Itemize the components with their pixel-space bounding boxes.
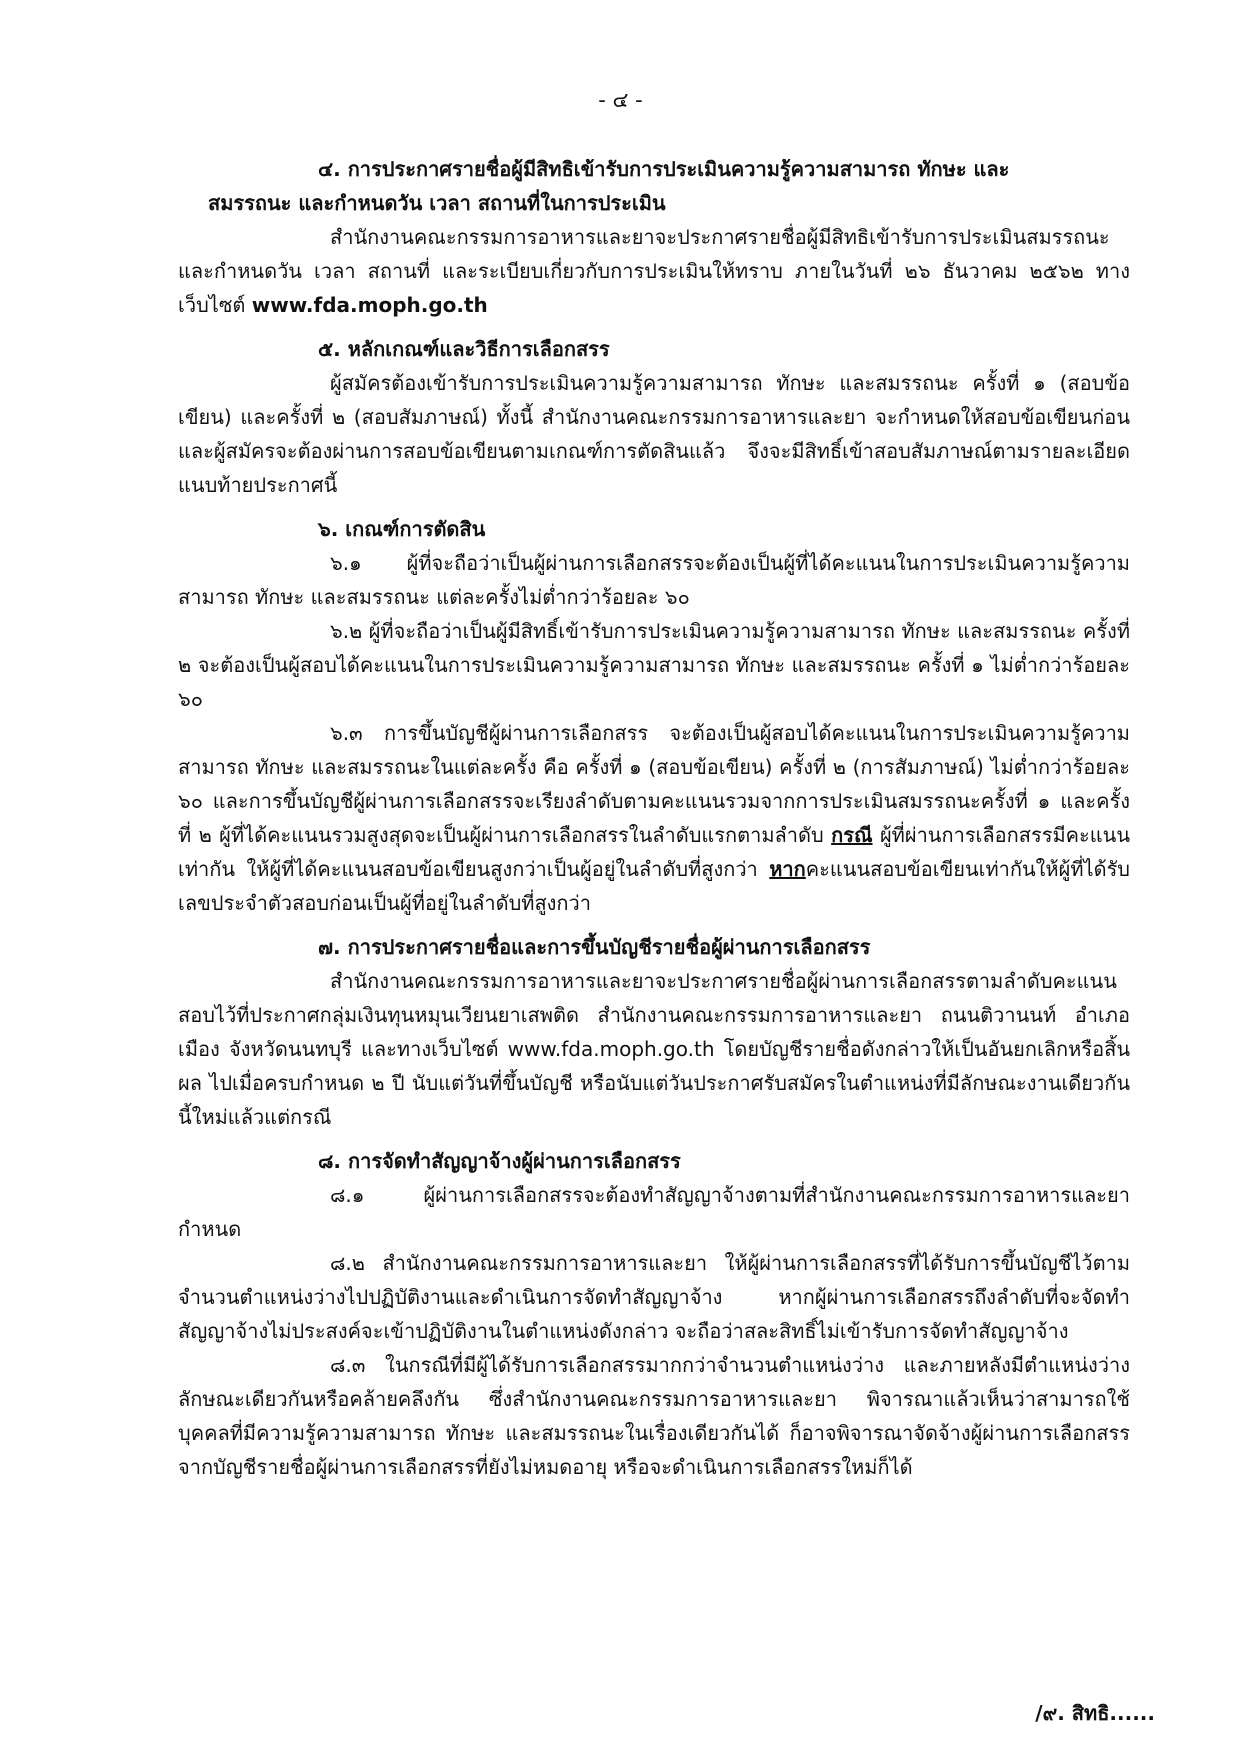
section-7-heading: ๗. การประกาศรายชื่อและการขึ้นบัญชีรายชื่อผู้ผ่านการเลือกสรร: [318, 935, 871, 959]
section-6: [178, 512, 1130, 920]
section-4-paragraph-text: สำนักงานคณะกรรมการอาหารและยาจะประกาศรายชื่อผู้มีสิทธิเข้ารับการประเมินสมรรถนะ และกำหนดวัน เวลา สถานที่ และระเบียบเกี่ยวกับการประเมินให้ทราบ ภายในวันที่ ๒๖ ธันวาคม ๒๕๖๒ ทางเว็บไซต์: [178, 225, 1130, 317]
section-5-paragraph: ผู้สมัครต้องเข้ารับการประเมินความรู้ความสามารถ ทักษะ และสมรรถนะ ครั้งที่ ๑ (สอบข้อเขียน) และครั้งที่ ๒ (สอบสัมภาษณ์) ทั้งนี้ สำนักงานคณะกรรมการอาหารและยา จะกำหนดให้สอบข้อเขียนก่อน และผู้สมัครจะต้องผ่านการสอบข้อเขียนตามเกณฑ์การตัดสินแล้ว จึงจะมีสิทธิ์เข้าสอบสัมภาษณ์ตามรายละเอียดแนบท้ายประกาศนี้: [178, 371, 1130, 497]
section-6-2-paragraph: ๖.๒ ผู้ที่จะถือว่าเป็นผู้มีสิทธิ์เข้ารับการประเมินความรู้ความสามารถ ทักษะ และสมรรถนะ ครั้งที่ ๒ จะต้องเป็นผู้สอบได้คะแนนในการประเมินความรู้ความสามารถ ทักษะ และสมรรถนะ ครั้งที่ ๑ ไม่ต่ำกว่าร้อยละ ๖๐: [178, 619, 1130, 711]
section-4-heading-line1: ๔. การประกาศรายชื่อผู้มีสิทธิเข้ารับการประเมินความรู้ความสามารถ ทักษะ และ: [318, 157, 1010, 181]
section-5: [178, 332, 1130, 502]
section-4-heading-line2: สมรรถนะ และกำหนดวัน เวลา สถานที่ในการประเมิน: [208, 191, 666, 215]
section-8-2-paragraph: ๘.๒ สำนักงานคณะกรรมการอาหารและยา ให้ผู้ผ่านการเลือกสรรที่ได้รับการขึ้นบัญชีไว้ตามจำนวนตำแหน่งว่างไปปฏิบัติงานและดำเนินการจัดทำสัญญาจ้าง หากผู้ผ่านการเลือกสรรถึงลำดับที่จะจัดทำสัญญาจ้างไม่ประสงค์จะเข้าปฏิบัติงานในตำแหน่งดังกล่าว จะถือว่าสละสิทธิ์ไม่เข้ารับการจัดทำสัญญาจ้าง: [178, 1251, 1130, 1343]
section-6-heading: ๖. เกณฑ์การตัดสิน: [318, 517, 486, 541]
page-number: - ๔ -: [598, 88, 643, 112]
section-7-paragraph: สำนักงานคณะกรรมการอาหารและยาจะประกาศรายชื่อผู้ผ่านการเลือกสรรตามลำดับคะแนนสอบไว้ที่ประกาศกลุ่มเงินทุนหมุนเวียนยาเสพติด สำนักงานคณะกรรมการอาหารและยา ถนนติวานนท์ อำเภอเมือง จังหวัดนนทบุรี และทางเว็บไซต์ www.fda.moph.go.th โดยบัญชีรายชื่อดังกล่าวให้เป็นอันยกเลิกหรือสิ้นผล ไปเมื่อครบกำหนด ๒ ปี นับแต่วันที่ขึ้นบัญชี หรือนับแต่วันประกาศรับสมัครในตำแหน่งที่มีลักษณะงานเดียวกันนี้ใหม่แล้วแต่กรณี: [178, 969, 1130, 1129]
document-body: [178, 152, 1130, 1484]
section-8-3-paragraph: ๘.๓ ในกรณีที่มีผู้ได้รับการเลือกสรรมากกว่าจำนวนตำแหน่งว่าง และภายหลังมีตำแหน่งว่างลักษณะเดียวกันหรือคล้ายคลึงกัน ซึ่งสำนักงานคณะกรรมการอาหารและยา พิจารณาแล้วเห็นว่าสามารถใช้บุคคลที่มีความรู้ความสามารถ ทักษะ และสมรรถนะในเรื่องเดียวกันได้ ก็อาจพิจารณาจัดจ้างผู้ผ่านการเลือกสรรจากบัญชีรายชื่อผู้ผ่านการเลือกสรรที่ยังไม่หมดอายุ หรือจะดำเนินการเลือกสรรใหม่ก็ได้: [178, 1353, 1130, 1479]
section-4-paragraph: [178, 220, 1130, 322]
section-6-3-text-c: คะแนนสอบข้อเขียนเท่ากันให้ผู้ที่ได้รับเลขประจำตัวสอบก่อนเป็นผู้ที่อยู่ในลำดับที่สูงกว่า: [178, 857, 1130, 915]
section-7: [178, 930, 1130, 1134]
section-6-3-text-a: ๖.๓ การขึ้นบัญชีผู้ผ่านการเลือกสรร จะต้องเป็นผู้สอบได้คะแนนในการประเมินความรู้ความสามารถ ทักษะ และสมรรถนะในแต่ละครั้ง คือ ครั้งที่ ๑ (สอบข้อเขียน) ครั้งที่ ๒ (การสัมภาษณ์) ไม่ต่ำกว่าร้อยละ ๖๐ และการขึ้นบัญชีผู้ผ่านการเลือกสรรจะเรียงลำดับตามคะแนนรวมจากการประเมินสมรรถนะครั้งที่ ๑ และครั้งที่ ๒ ผู้ที่ได้คะแนนรวมสูงสุดจะเป็นผู้ผ่านการเลือกสรรในลำดับแรกตามลำดับ: [178, 721, 1130, 847]
section-4: [178, 152, 1130, 322]
continued-marker: /๙. สิทธิ......: [1035, 1701, 1155, 1725]
fda-website-url: www.fda.moph.go.th: [251, 293, 488, 317]
section-5-heading: ๕. หลักเกณฑ์และวิธีการเลือกสรร: [318, 337, 610, 361]
section-6-3-text-b: ผู้ที่ผ่านการเลือกสรรมีคะแนนเท่ากัน ให้ผู้ที่ได้คะแนนสอบข้อเขียนสูงกว่าเป็นผู้อยู่ในลำดับที่สูงกว่า: [178, 823, 1131, 881]
section-6-3-paragraph: [178, 716, 1130, 920]
section-6-1-paragraph: ๖.๑ ผู้ที่จะถือว่าเป็นผู้ผ่านการเลือกสรรจะต้องเป็นผู้ที่ได้คะแนนในการประเมินความรู้ความสามารถ ทักษะ และสมรรถนะ แต่ละครั้งไม่ต่ำกว่าร้อยละ ๖๐: [178, 551, 1130, 609]
section-8-1-paragraph: ๘.๑ ผู้ผ่านการเลือกสรรจะต้องทำสัญญาจ้างตามที่สำนักงานคณะกรรมการอาหารและยากำหนด: [178, 1183, 1130, 1241]
section-6-3-emphasis-case: กรณี: [831, 823, 873, 847]
section-6-3-emphasis-if: หาก: [769, 857, 806, 881]
section-8: [178, 1144, 1130, 1484]
section-8-heading: ๘. การจัดทำสัญญาจ้างผู้ผ่านการเลือกสรร: [318, 1149, 681, 1173]
